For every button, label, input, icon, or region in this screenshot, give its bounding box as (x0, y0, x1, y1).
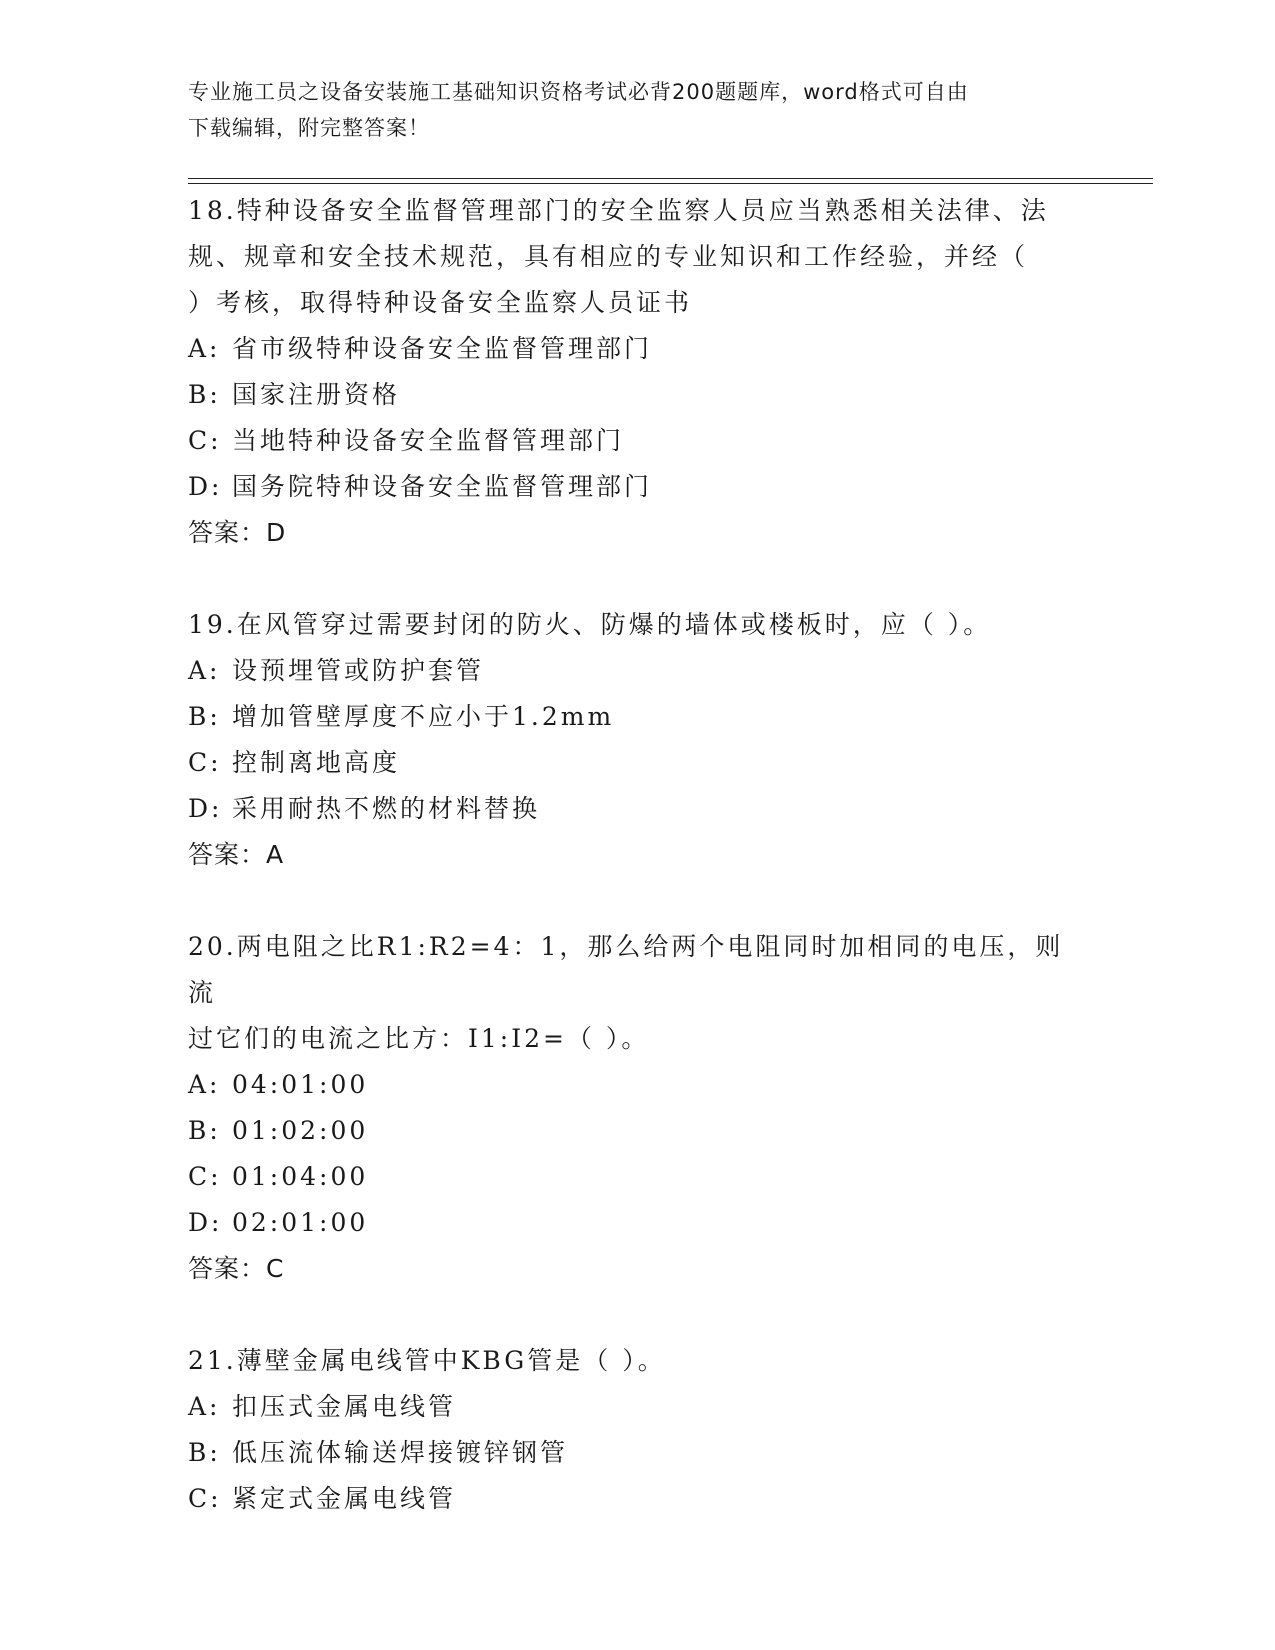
option-d (188, 464, 1088, 510)
question-stem (188, 1338, 1088, 1384)
option-key: B: (188, 1116, 221, 1145)
spacer (188, 1292, 1088, 1338)
question-stem (188, 602, 1088, 648)
option-text: 01:02:00 (232, 1116, 369, 1145)
stem-line: 规、规章和安全技术规范，具有相应的专业知识和工作经验，并经（ (188, 242, 1029, 271)
option-b (188, 372, 1088, 418)
option-d (188, 786, 1088, 832)
option-key: D: (188, 1208, 223, 1237)
option-b (188, 1430, 1088, 1476)
answer-line: 答案：A (188, 840, 285, 869)
spacer (188, 556, 1088, 602)
option-key: A: (188, 1070, 221, 1099)
document-header (188, 74, 1068, 146)
option-text: 紧定式金属电线管 (232, 1484, 457, 1513)
option-text: 采用耐热不燃的材料替换 (232, 794, 541, 823)
option-text: 增加管壁厚度不应小于1.2mm (232, 702, 615, 731)
header-line-2: 下载编辑，附完整答案！ (188, 116, 430, 140)
question-19 (188, 602, 1088, 878)
question-21 (188, 1338, 1088, 1522)
option-key: C: (188, 1162, 222, 1191)
option-key: B: (188, 380, 221, 409)
stem-line: 过它们的电流之比方：I1:I2=（ ）。 (188, 1024, 650, 1053)
answer-line: 答案：D (188, 518, 287, 547)
header-divider-top (188, 178, 1153, 179)
option-c (188, 740, 1088, 786)
option-a (188, 1384, 1088, 1430)
header-divider-bottom (188, 183, 1153, 184)
option-text: 当地特种设备安全监督管理部门 (232, 426, 625, 455)
option-key: A: (188, 334, 221, 363)
stem-line: 18.特种设备安全监督管理部门的安全监察人员应当熟悉相关法律、法 (188, 196, 1049, 225)
option-a (188, 1062, 1088, 1108)
option-key: C: (188, 1484, 222, 1513)
option-text: 设预埋管或防护套管 (232, 656, 485, 685)
option-key: B: (188, 1438, 221, 1467)
option-key: A: (188, 1392, 221, 1421)
option-key: A: (188, 656, 221, 685)
option-key: D: (188, 472, 223, 501)
option-text: 省市级特种设备安全监督管理部门 (232, 334, 653, 363)
option-text: 01:04:00 (232, 1162, 369, 1191)
option-text: 国务院特种设备安全监督管理部门 (232, 472, 653, 501)
stem-line: 21.薄壁金属电线管中KBG管是（ ）。 (188, 1346, 666, 1375)
question-18 (188, 188, 1088, 556)
option-text: 控制离地高度 (232, 748, 401, 777)
answer-line: 答案：C (188, 1254, 285, 1283)
question-20 (188, 924, 1088, 1292)
stem-line: 19.在风管穿过需要封闭的防火、防爆的墙体或楼板时，应（ ）。 (188, 610, 992, 639)
option-a (188, 326, 1088, 372)
option-b (188, 1108, 1088, 1154)
option-c (188, 1476, 1088, 1522)
option-text: 国家注册资格 (232, 380, 401, 409)
option-d (188, 1200, 1088, 1246)
option-text: 04:01:00 (232, 1070, 369, 1099)
stem-line: ）考核，取得特种设备安全监察人员证书 (188, 288, 693, 317)
stem-line: 20.两电阻之比R1:R2=4：1，那么给两个电阻同时加相同的电压，则流 (188, 932, 1064, 1007)
question-list (188, 188, 1088, 1522)
option-b (188, 694, 1088, 740)
option-text: 低压流体输送焊接镀锌钢管 (232, 1438, 569, 1467)
option-text: 扣压式金属电线管 (232, 1392, 457, 1421)
option-text: 02:01:00 (232, 1208, 369, 1237)
header-line-1: 专业施工员之设备安装施工基础知识资格考试必背200题题库，word格式可自由 (188, 80, 969, 104)
question-stem (188, 188, 1088, 326)
option-key: C: (188, 748, 222, 777)
question-stem (188, 924, 1088, 1062)
option-key: C: (188, 426, 222, 455)
option-c (188, 1154, 1088, 1200)
spacer (188, 878, 1088, 924)
option-key: B: (188, 702, 221, 731)
option-a (188, 648, 1088, 694)
option-key: D: (188, 794, 223, 823)
option-c (188, 418, 1088, 464)
